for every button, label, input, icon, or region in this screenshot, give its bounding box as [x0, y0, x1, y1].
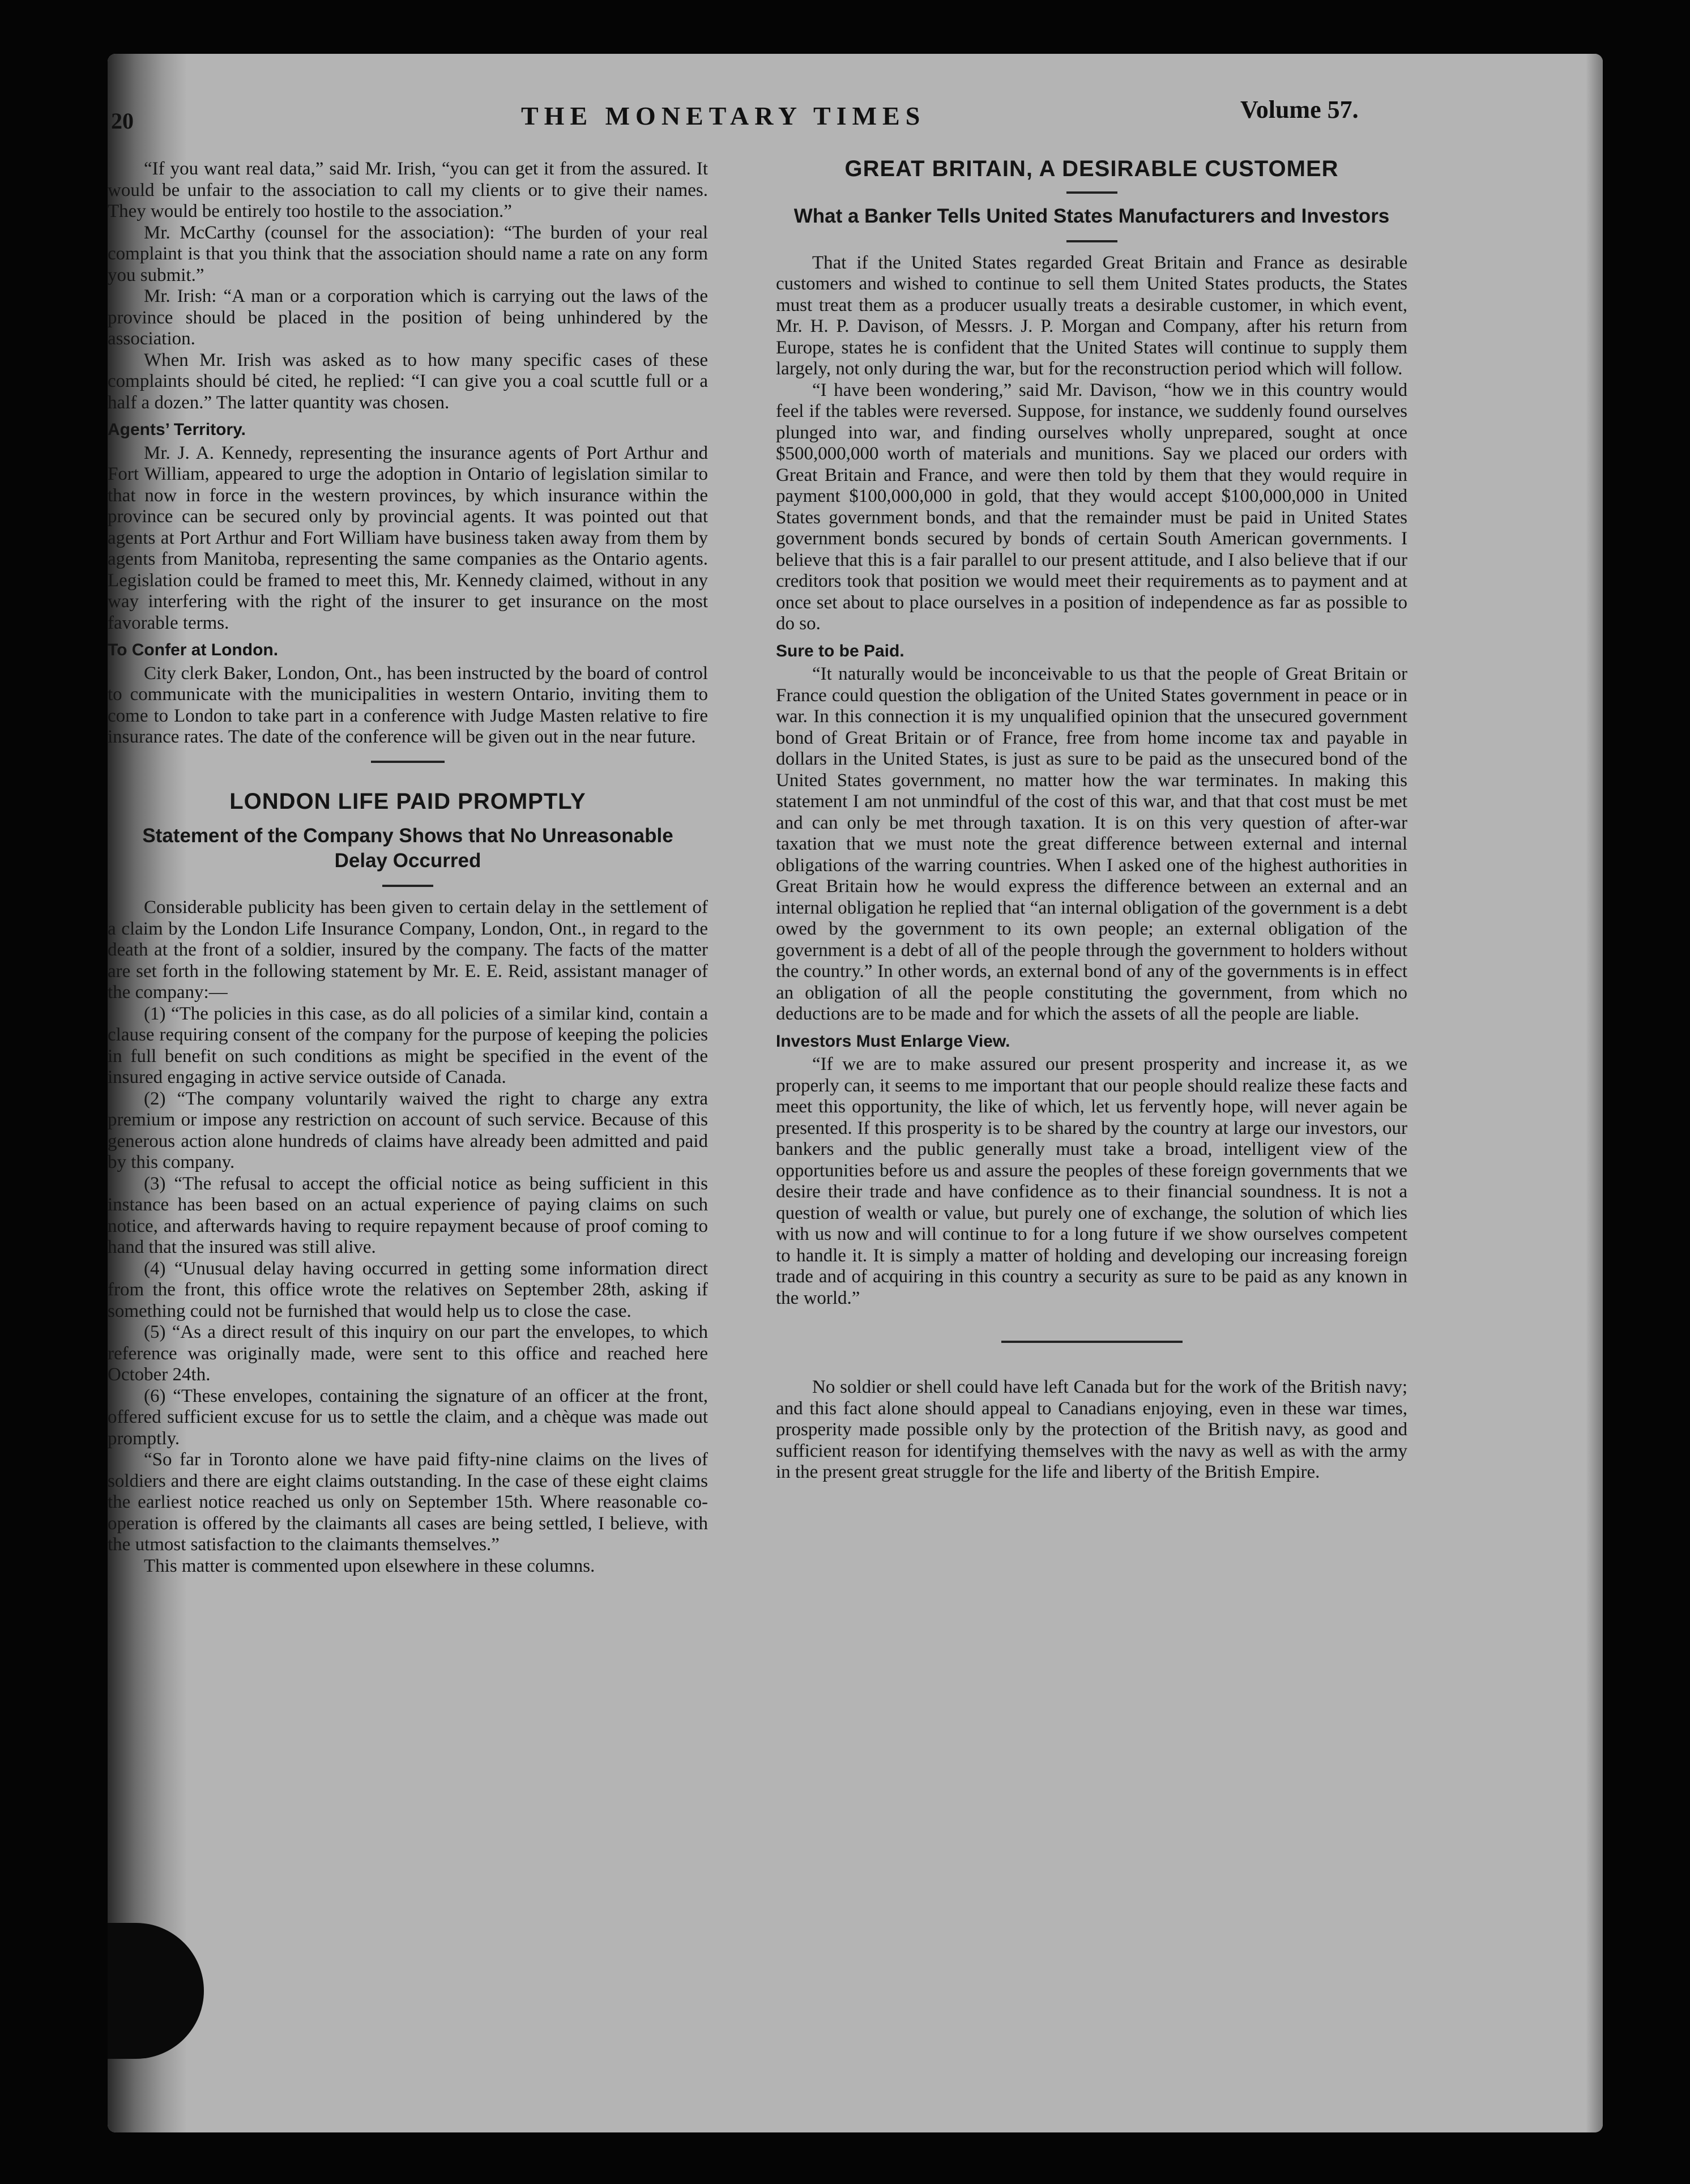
article-deck: What a Banker Tells United States Manufacturers and Investors [793, 204, 1390, 227]
paragraph: (4) “Unusual delay having occurred in getting some information direct from the front, this office wrote the relatives on September 28th, asking if something could not be furnished that would help us to close the case. [108, 1258, 708, 1321]
article-headline: LONDON LIFE PAID PROMPTLY [229, 788, 586, 814]
paragraph: (3) “The refusal to accept the official notice as being sufficient in this instance has been based on an actual experience of paying claims on such notice, and afterwards having to require repayment because of proof coming to hand that the insured was still alive. [108, 1173, 708, 1257]
paragraph: (5) “As a direct result of this inquiry on our part the envelopes, to which reference was originally made, were sent to this office and reached here October 24th. [108, 1322, 708, 1385]
volume-label: Volume 57. [1240, 96, 1359, 123]
paragraph: “If you want real data,” said Mr. Irish, “you can get it from the assured. It would be unfair to the association to call my clients or to give their names. They would be entirely too hostile to the association.” [108, 159, 708, 221]
paragraph: City clerk Baker, London, Ont., has been instructed by the board of control to communicate with the municipalities in western Ontario, inviting them to come to London to take part in a conference with Judge Masten relative to fire insurance rates. The date of the conference will be given out in the near future. [108, 663, 708, 747]
paragraph: No soldier or shell could have left Canada but for the work of the British navy; and this fact alone should appeal to Canadians enjoying, even in these war times, prosperity made possible only by the protection of the British navy, as good and sufficient reason for identifying themselves with the navy as well as with the army in the present great struggle for the life and liberty of the British Empire. [776, 1377, 1407, 1482]
subheading-agents-territory: Agents’ Territory. [108, 420, 246, 439]
paragraph: (6) “These envelopes, containing the signature of an officer at the front, offered sufficient excuse for us to settle the claim, and a chèque was made out promptly. [108, 1385, 708, 1449]
divider-rule [1066, 191, 1117, 194]
divider-rule [371, 761, 445, 763]
paragraph: When Mr. Irish was asked as to how many specific cases of these complaints should bé cited, he replied: “I can give you a coal scuttle full or a half a dozen.” The latter quantity was chosen. [108, 349, 708, 413]
divider-rule [1066, 240, 1117, 242]
paragraph: Mr. McCarthy (counsel for the association): “The burden of your real complaint is that you think that the association should name a rate on any form you submit.” [108, 222, 708, 285]
subheading-sure-to-be-paid: Sure to be Paid. [776, 641, 904, 660]
paragraph: “It naturally would be inconceivable to us that the people of Great Britain or France could question the obligation of the United States government in peace or in war. In this connection it is my unqualified opinion that the unsecured government bond of Great Britain or of France, free from home income tax and payable in dollars in the United States, is just as sure to be paid as the unsecured bond of the United States government, no matter how the war terminates. In making this statement I am not unmindful of the cost of this war, and that that cost must be met and can only be met through taxation. It is on this very question of after-war taxation that we must note the great difference between external and internal obligations of the warring countries. When I asked one of the highest authorities in Great Britain how he would express the difference between an external and an internal obligation he replied that “an internal obligation of the government is a debt owed by the government to its own people; an external obligation of the government is a debt of all of the people through the government to holders without the country.” In other words, an external bond of any of the governments is in effect an obligation of all the people constituting the government, from which no deductions are to be made and for which the assets of all the people are liable. [776, 664, 1407, 1024]
page-number: 20 [111, 108, 134, 134]
paragraph: This matter is commented upon elsewhere in these columns. [144, 1555, 595, 1576]
paragraph: “If we are to make assured our present prosperity and increase it, as we properly can, it seems to me important that our people should realize these facts and meet this opportunity, the like of which, let us fervently hope, will never again be presented. If this prosperity is to be shared by the country at large our investors, our bankers and the public generally must take a broad, intelligent view of the opportunities before us and assure the peoples of these foreign governments that we desire their trade and have confidence as to their financial soundness. It is not a question of wealth or value, but purely one of exchange, the solution of which lies with us now and will continue to for a long future if we show ourselves competent to handle it. It is simply a matter of holding and developing our increasing foreign trade and of acquiring in this country a security as sure to be paid as any known in the world.” [776, 1054, 1407, 1308]
article-headline: GREAT BRITAIN, A DESIRABLE CUSTOMER [844, 156, 1339, 181]
paragraph: (1) “The policies in this case, as do all policies of a similar kind, contain a clause requiring consent of the company for the purpose of keeping the policies in full benefit on such conditions as might be specified in the event of the insured engaging in active service outside of Canada. [108, 1003, 708, 1087]
subheading-confer-at-london: To Confer at London. [108, 641, 279, 659]
paragraph: “So far in Toronto alone we have paid fifty-nine claims on the lives of soldiers and there are eight claims outstanding. In the case of these eight claims the earliest notice reached us only on September 15th. Where reasonable co-operation is offered by the claimants all cases are being settled, I believe, with the utmost satisfaction to the claimants themselves.” [108, 1449, 708, 1555]
divider-rule [1001, 1341, 1183, 1343]
paragraph: (2) “The company voluntarily waived the right to charge any extra premium or impose any restriction on account of such service. Because of this generous action alone hundreds of claims have already been admitted and paid by this company. [108, 1088, 708, 1172]
divider-rule [382, 885, 433, 887]
subheading-investors-must-enlarge-view: Investors Must Enlarge View. [776, 1031, 1010, 1051]
thumb-shadow [108, 1923, 204, 2059]
paragraph: Mr. Irish: “A man or a corporation which is carrying out the laws of the province should be placed in the position of being unhindered by the association. [108, 286, 708, 349]
paragraph: Mr. J. A. Kennedy, representing the insurance agents of Port Arthur and Fort William, appeared to urge the adoption in Ontario of legislation similar to that now in force in the western provinces, by which insurance within the province can be secured only by provincial agents. It was pointed out that agents at Port Arthur and Fort William have business taken away from them by agents from Manitoba, representing the same companies as the Ontario agents. Legislation could be framed to meet this, Mr. Kennedy claimed, without in any way interfering with the right of the insurer to get insurance on the most favorable terms. [108, 442, 708, 633]
page-edge [1586, 54, 1603, 2132]
publication-title: THE MONETARY TIMES [521, 101, 926, 130]
paragraph: Considerable publicity has been given to certain delay in the settlement of a claim by the London Life Insurance Company, London, Ont., in regard to the death at the front of a soldier, insured by the company. The facts of the matter are set forth in the following statement by Mr. E. E. Reid, assistant manager of the company:— [108, 897, 708, 1003]
left-column [108, 159, 708, 1577]
article-deck: Statement of the Company Shows that No Unreasonable Delay Occurred [142, 825, 673, 872]
right-column [776, 156, 1407, 1483]
paragraph: That if the United States regarded Great Britain and France as desirable customers and wished to continue to sell them United States products, the States must treat them as a producer usually treats a desirable customer, in which event, Mr. H. P. Davison, of Messrs. J. P. Morgan and Company, after his return from Europe, states he is confident that the United States will continue to supply them largely, not only during the war, but for the reconstruction period which will follow. [776, 252, 1407, 379]
paragraph: “I have been wondering,” said Mr. Davison, “how we in this country would feel if the tables were reversed. Suppose, for instance, we suddenly found ourselves plunged into war, and finding ourselves wholly unprepared, sought at once $500,000,000 worth of materials and munitions. Say we placed our orders with Great Britain and France, and were then told by them that they would require in payment $100,000,000 in gold, that they would accept $100,000,000 in United States government bonds, and that the remainder must be paid in United States government bonds secured by bonds of certain South American governments. I believe that this is a fair parallel to our present attitude, and I also believe that if our creditors took that position we would meet their requirements as to payment and at once set about to place ourselves in a position of independence as far as possible to do so. [776, 379, 1407, 634]
